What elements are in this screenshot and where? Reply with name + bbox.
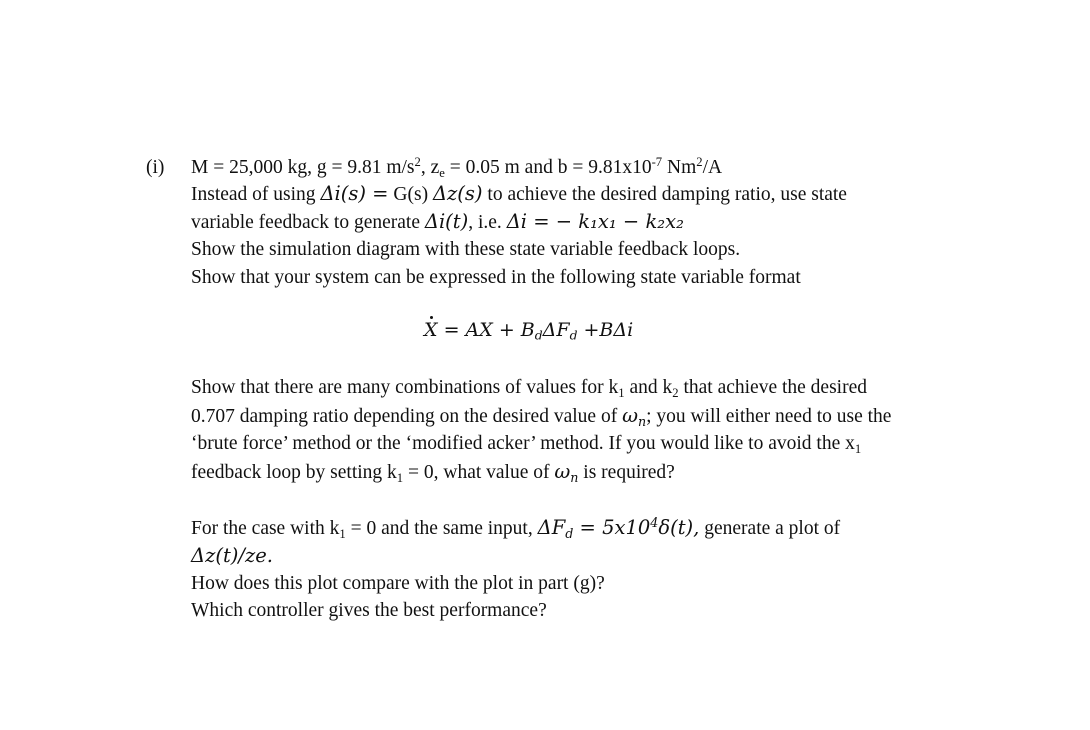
x-dot: X [424, 319, 438, 341]
givens-line [191, 155, 723, 180]
mass-value: M = 25,000 kg, [191, 157, 312, 178]
para3-line-2: Δz(t)/ze. [191, 544, 273, 567]
para2-line-2: 0.707 damping ratio depending on the desired value of $\omega_n$; you will either need to use the [191, 404, 892, 429]
para2-line-3: ‘brute force’ method or the ‘modified acker’ method. If you would like to avoid the $x_1$ [191, 433, 862, 456]
para1-line-3: Show the simulation diagram with these state variable feedback loops. [191, 239, 741, 260]
feedback-law: Δi = − k₁x₁ − k₂x₂ [506, 210, 684, 233]
para2-line-1: Show that there are many combinations of values for $k_1$ and $k_2$ that achieve the desired [191, 377, 867, 400]
part-label: (i) [146, 157, 165, 178]
para1-line-1: Instead of using Δi(s) = G(s) Δz(s) to achieve the desired damping ratio, use state [191, 182, 847, 205]
ze-value: , $z_e = 0.05$ m and $b = 9.81x10^{-7}$ Nm$^2$/A [420, 155, 723, 180]
para2-line-4: feedback loop by setting $k_1 = 0$, what value of $\omega_n$ is required? [191, 460, 675, 485]
para1-line-2: variable feedback to generate Δi(t), i.e. Δi = − k₁x₁ − k₂x₂ [191, 210, 684, 233]
para3-line-4: Which controller gives the best performance? [191, 600, 547, 621]
para3-line-3: How does this plot compare with the plot in part (g)? [191, 573, 605, 594]
gravity-value: g = 9.81 $m/s^2$ [316, 155, 421, 178]
para1-line-4: Show that your system can be expressed in the following state variable format [191, 267, 801, 288]
state-equation: X = AX + $B_d\Delta F_d +B\Delta i$ [424, 319, 634, 343]
para3-line-1: For the case with $k_1 = 0$ and the same input, $\Delta F_d = 5x10^4\delta(t)$, generate a plot of [191, 515, 841, 541]
